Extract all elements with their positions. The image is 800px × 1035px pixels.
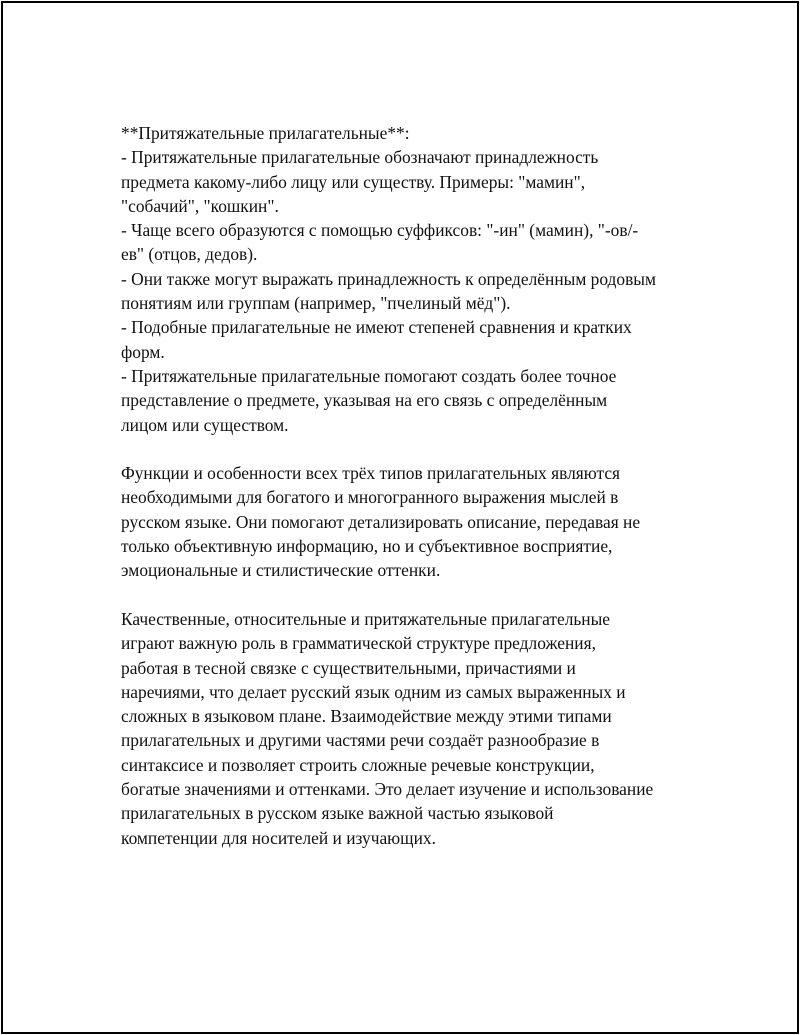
text-line: Качественные, относительные и притяжательные прилагательные xyxy=(121,608,611,629)
text-line: форм. xyxy=(121,341,165,362)
page-frame xyxy=(1,1,799,1034)
paragraph-spacer xyxy=(121,437,701,461)
text-line: наречиями, что делает русский язык одним из самых выраженных и xyxy=(121,681,626,702)
text-line: сложных в языковом плане. Взаимодействие между этими типами xyxy=(121,706,612,727)
text-line: играют важную роль в грамматической структуре предложения, xyxy=(121,633,596,654)
section-heading: **Притяжательные прилагательные**: xyxy=(121,123,410,143)
text-line: Функции и особенности всех трёх типов прилагательных являются xyxy=(121,463,621,484)
text-line: русском языке. Они помогают детализировать описание, передавая не xyxy=(121,511,641,532)
text-line: - Подобные прилагательные не имеют степеней сравнения и кратких xyxy=(121,317,632,338)
text-line: - Притяжательные прилагательные помогают создать более точное xyxy=(121,365,617,386)
text-line: синтаксисе и позволяет строить сложные речевые конструкции, xyxy=(121,754,595,775)
text-line: прилагательных в русском языке важной частью языковой xyxy=(121,803,554,824)
document-body xyxy=(121,121,701,850)
text-line: прилагательных и другими частями речи создаёт разнообразие в xyxy=(121,730,600,751)
text-line: необходимыми для богатого и многогранного выражения мыслей в xyxy=(121,487,619,508)
text-line: только объективную информацию, но и субъективное восприятие, xyxy=(121,536,613,557)
text-line: - Притяжательные прилагательные обозначают принадлежность xyxy=(121,147,599,168)
text-line: лицом или существом. xyxy=(121,414,289,435)
text-line: - Чаще всего образуются с помощью суффиксов: "-ин" (мамин), "-ов/- xyxy=(121,220,639,241)
text-line: богатые значениями и оттенками. Это делает изучение и использование xyxy=(121,779,654,800)
text-line: "собачий", "кошкин". xyxy=(121,195,279,216)
paragraph-spacer xyxy=(121,583,701,607)
text-line: предмета какому-либо лицу или существу. Примеры: "мамин", xyxy=(121,171,586,192)
paragraph-functions xyxy=(121,461,701,582)
paragraph-conclusion xyxy=(121,607,701,850)
section-possessive-adjectives xyxy=(121,121,701,437)
text-line: компетенции для носителей и изучающих. xyxy=(121,827,436,848)
text-line: - Они также могут выражать принадлежность к определённым родовым xyxy=(121,268,656,289)
text-line: представление о предмете, указывая на его связь с определённым xyxy=(121,390,608,411)
text-line: эмоциональные и стилистические оттенки. xyxy=(121,560,441,581)
text-line: работая в тесной связке с существительными, причастиями и xyxy=(121,657,576,678)
text-line: ев" (отцов, дедов). xyxy=(121,244,258,265)
text-line: понятиям или группам (например, "пчелиный мёд"). xyxy=(121,293,511,314)
